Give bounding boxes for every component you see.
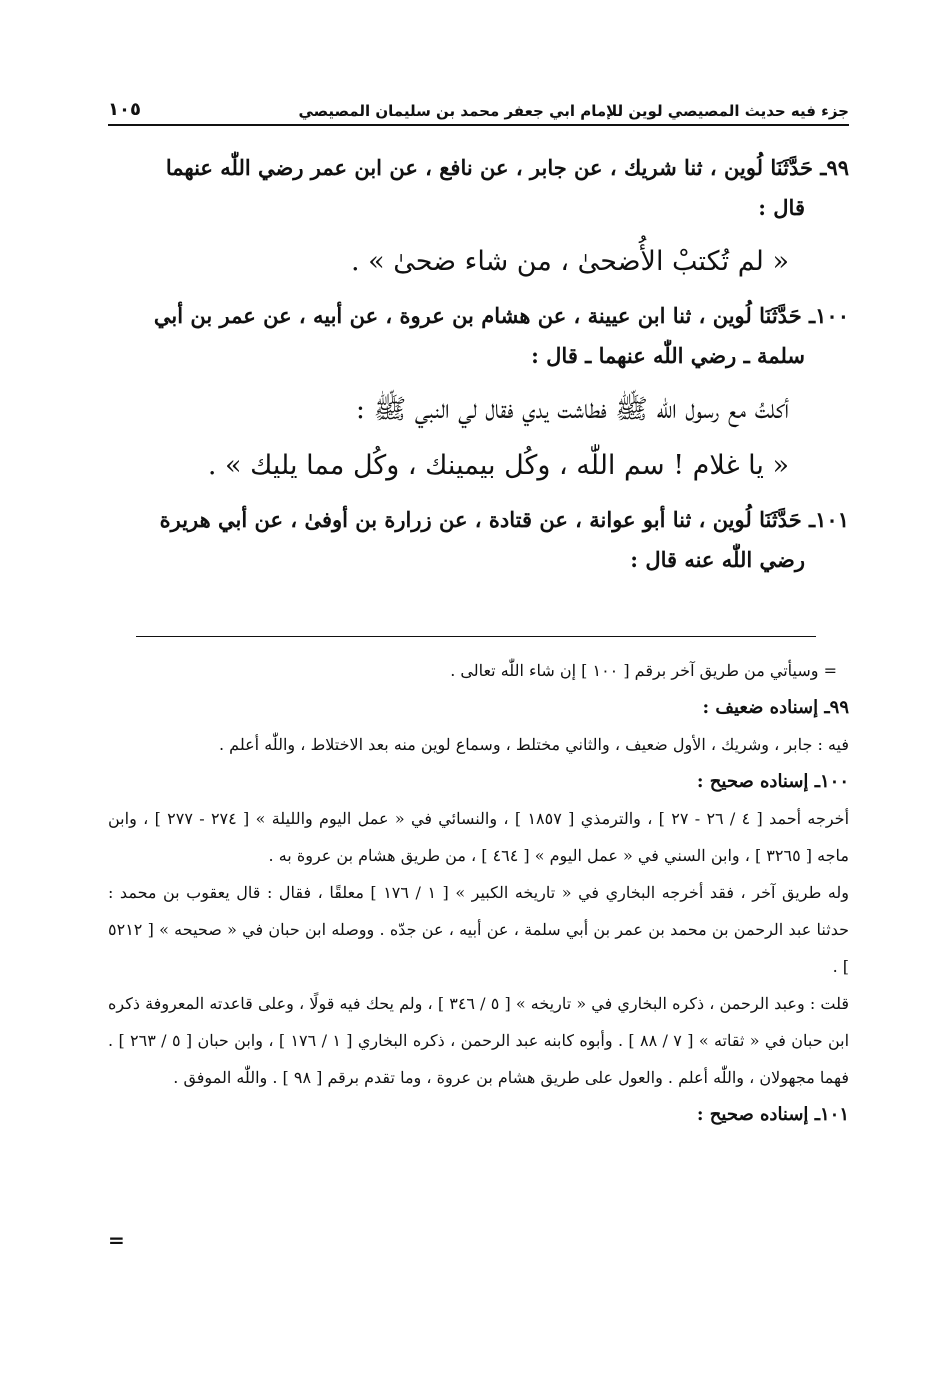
matn-line: أكلتُ مع رسول اللّٰه ﷺ فطاشت يدي فقال لي النبي ﷺ : — [355, 394, 789, 425]
matn-line: « لم تُكتبْ الأُضحىٰ ، من شاء ضحىٰ » . — [350, 246, 789, 277]
footnote-101-heading: ١٠١ـ إسناده صحيح : — [696, 1104, 849, 1125]
matn-99 — [108, 234, 849, 290]
hadith-100 — [108, 296, 849, 376]
main-text — [108, 148, 849, 586]
footnote-separator — [136, 636, 816, 637]
continuation-mark: = — [108, 1228, 125, 1252]
hadith-99 — [108, 148, 849, 228]
footnote-100-paragraph-3: قلت : وعبد الرحمن ، ذكره البخاري في « تاريخه » [ ٥ / ٣٤٦ ] ، ولم يحك فيه قولًا ، وعلى قاعدته المعروفة ذكره ابن حبان في « ثقاته » [ ٧ / ٨٨ ] . وأبوه كابنه عبد الرحمن ، ذكره البخاري [ ١ / ١٧٦ ] ، وابن حبان [ ٥ / ٢٦٣ ] . فهما مجهولان ، واللّٰه أعلم . والعول على طريق هشام بن عروة ، وما تقدم برقم [ ٩٨ ] . واللّٰه الموفق . — [108, 994, 850, 1087]
footnote-100-paragraph-1: أخرجه أحمد [ ٤ / ٢٦ - ٢٧ ] ، والترمذي [ ١٨٥٧ ] ، والنسائي في « عمل اليوم والليلة » [ ٢٧٤ - ٢٧٧ ] ، وابن ماجه [ ٣٢٦٥ ] ، وابن السني في « عمل اليوم » [ ٤٦٤ ] ، من طريق هشام بن عروة به . — [108, 809, 850, 865]
footnote-99-heading: ٩٩ـ إسناده ضعيف : — [702, 697, 849, 718]
isnad-text-continued: سلمة ـ رضي اللّٰه عنهما ـ قال : — [531, 343, 805, 368]
isnad-text-continued: رضي اللّٰه عنه قال : — [630, 547, 805, 572]
matn-100 — [108, 382, 849, 494]
hadith-101 — [108, 500, 849, 580]
footnote-100-heading: ١٠٠ـ إسناده صحيح : — [696, 771, 849, 792]
footnote-100-paragraph-2: وله طريق آخر ، فقد أخرجه البخاري في « تاريخه الكبير » [ ١ / ١٧٦ ] معلقًا ، فقال : قال يعقوب بن محمد : حدثنا عبد الرحمن بن محمد بن عمر بن أبي سلمة ، عن أبيه ، عن جدّه . ووصله ابن حبان في « صحيحه » [ ٥٢١٢ ] . — [108, 883, 850, 976]
matn-line: « يا غلام ! سم اللّٰه ، وكُل بيمينك ، وكُل مما يليك » . — [207, 450, 789, 481]
isnad-text: حَدَّثَنَا لُوين ، ثنا ابن عيينة ، عن هشام بن عروة ، عن أبيه ، عن عمر بن أبي — [153, 303, 802, 328]
hadith-number: ١٠١ـ — [809, 507, 849, 532]
running-header — [108, 86, 849, 126]
footnote-99-text: فيه : جابر ، وشريك ، الأول ضعيف ، والثاني مختلط ، وسماع لوين منه بعد الاختلاط ، واللّٰه أعلم . — [219, 735, 849, 754]
footnotes — [108, 652, 849, 1133]
page-number: ١٠٥ — [108, 99, 141, 120]
isnad-text-continued: قال : — [758, 195, 805, 220]
isnad-text: حَدَّثَنَا لُوين ، ثنا أبو عوانة ، عن قتادة ، عن زرارة بن أوفىٰ ، عن أبي هريرة — [159, 507, 802, 532]
isnad-text: حَدَّثَنَا لُوين ، ثنا شريك ، عن جابر ، عن نافع ، عن ابن عمر رضي اللّٰه عنهما — [165, 155, 813, 180]
hadith-number: ١٠٠ـ — [809, 303, 849, 328]
header-title: جزء فيه حديث المصيصي لوين للإمام ابي جعفر محمد بن سليمان المصيصي — [298, 102, 849, 120]
hadith-number: ٩٩ـ — [820, 155, 849, 180]
footnote-carry-over: = وسيأتي من طريق آخر برقم [ ١٠٠ ] إن شاء اللّٰه تعالى . — [450, 661, 837, 680]
